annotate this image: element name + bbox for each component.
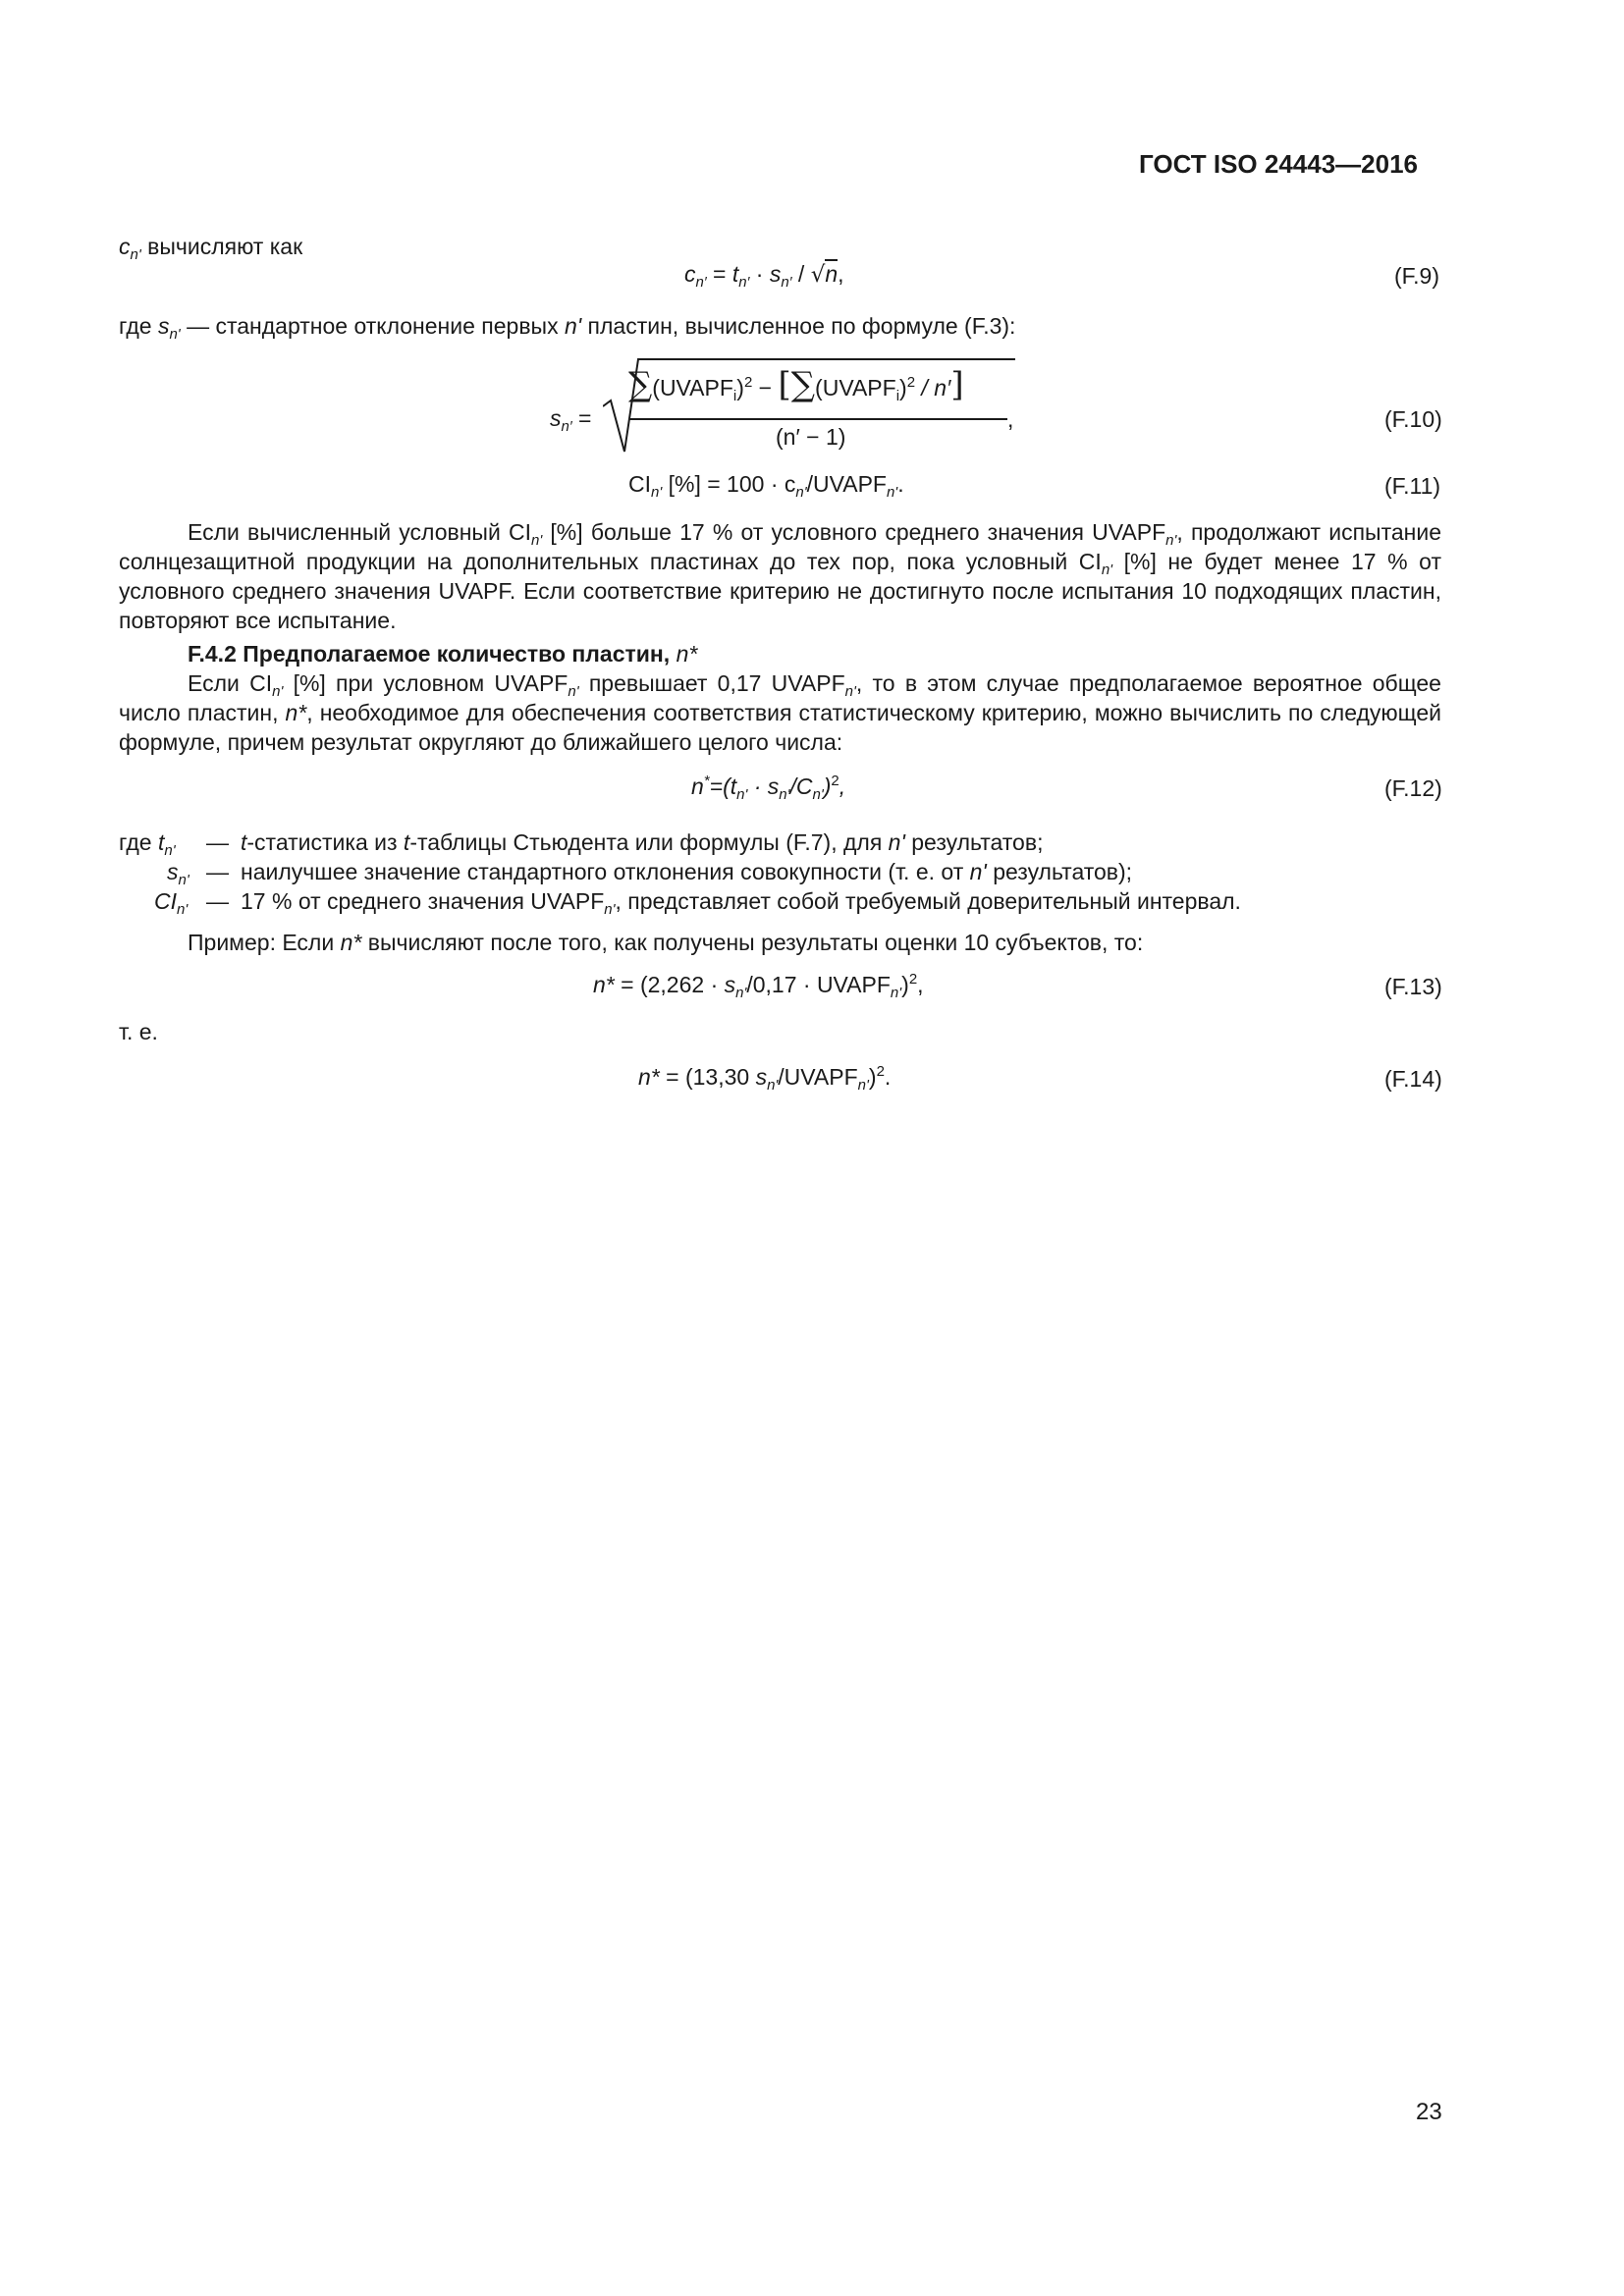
definition-t: где $t_{n'}$: [119, 829, 176, 859]
intro-line: $c_{n'}$ вычисляют как: [119, 234, 303, 263]
definition-s-dash: —: [206, 859, 229, 884]
equation-label-f9: (F.9): [1394, 263, 1439, 289]
f10-lhs: $s_{n'}$ =: [550, 405, 592, 435]
equation-f11: $CI_{n'}$ [%] = $100 \cdot c_{n'}/UVAPF_{n'}$.: [628, 471, 904, 501]
definition-t-text: t-статистика из t-таблицы Стьюдента или формулы (F.7), для n' результатов;: [241, 829, 1044, 855]
f10-comma: ,: [1007, 406, 1014, 432]
equation-f14: n* = (13,30 $s_{n'}/UVAPF_{n'})^2$.: [638, 1063, 892, 1094]
sum-icon: ∑: [790, 365, 816, 404]
definition-ci-text: 17 % от среднего значения $UVAPF_{n'}$, представляет собой требуемый доверительный интервал.: [241, 888, 1241, 918]
fraction-bar: [628, 418, 1007, 420]
equation-f9: $c_{n'} = t_{n'} \cdot s_{n'} / √n$,: [684, 261, 844, 291]
definition-s: $s_{n'}$: [167, 859, 189, 888]
example-line: Пример: Если n* вычисляют после того, как получены результаты оценки 10 субъектов, то:: [188, 930, 1144, 955]
equation-label-f12: (F.12): [1384, 775, 1442, 801]
definition-s-text: наилучшее значение стандартного отклонения совокупности (т. е. от n' результатов);: [241, 859, 1133, 884]
paragraph-criterion: Если вычисленный условный $CI_{n'}$ [%] больше 17 % от условного среднего значения $UVAPF_{n'}$, продолжают испытание солнцезащитной продукции на дополнительных пластинах до тех пор, пока условный $CI_{n'}$ [%] не будет менее 17 % от условного среднего значения UVAPF. Если соответствие критерию не достигнуто после испытания 10 подходящих пластин, повторяют все испытание.: [119, 519, 1441, 633]
page-number: 23: [1416, 2099, 1442, 2125]
section-heading: F.4.2 Предполагаемое количество пластин, n*: [188, 641, 698, 667]
equation-f13: $n* = (2,262 \cdot s_{n'}/0,17$ · $UVAPF_{n'})^2$,: [593, 971, 924, 1001]
sum-icon: ∑: [628, 365, 653, 404]
ie-line: т. е.: [119, 1019, 158, 1044]
paragraph-estimate: Если $CI_{n'}$ [%] при условном $UVAPF_{n'}$ превышает 0,17 $UVAPF_{n'}$, то в этом случае предполагаемое вероятное общее число пластин, n*, необходимое для обеспечения соответствия статистическому критерию, можно вычислить по следующей формуле, причем результат округляют до ближайшего целого числа:: [119, 670, 1441, 755]
definition-t-dash: —: [206, 829, 229, 855]
where-line: где $s_{n'}$ — стандартное отклонение первых n' пластин, вычисленное по формуле (F.3):: [119, 313, 1016, 343]
equation-label-f14: (F.14): [1384, 1066, 1442, 1092]
sqrt-icon: √: [810, 262, 826, 288]
left-bracket-icon: [: [778, 365, 791, 404]
document-header: ГОСТ ISO 24443—2016: [1139, 149, 1419, 179]
definition-ci-dash: —: [206, 888, 229, 914]
f10-numerator: $\sum(UVAPF_i)^2$ − $[\sum(UVAPF_i)^2 / n']$: [628, 365, 964, 404]
right-bracket-icon: ]: [950, 365, 964, 404]
equation-label-f10: (F.10): [1384, 406, 1442, 432]
equation-label-f11: (F.11): [1384, 473, 1441, 499]
equation-f12: $n^*=(t_{n'} \cdot s_{n'}/C_{n'})^2$,: [691, 773, 846, 803]
f10-denominator: (n′ − 1): [776, 424, 846, 450]
definition-ci: $CI_{n'}$: [154, 888, 189, 918]
equation-label-f13: (F.13): [1384, 974, 1442, 999]
